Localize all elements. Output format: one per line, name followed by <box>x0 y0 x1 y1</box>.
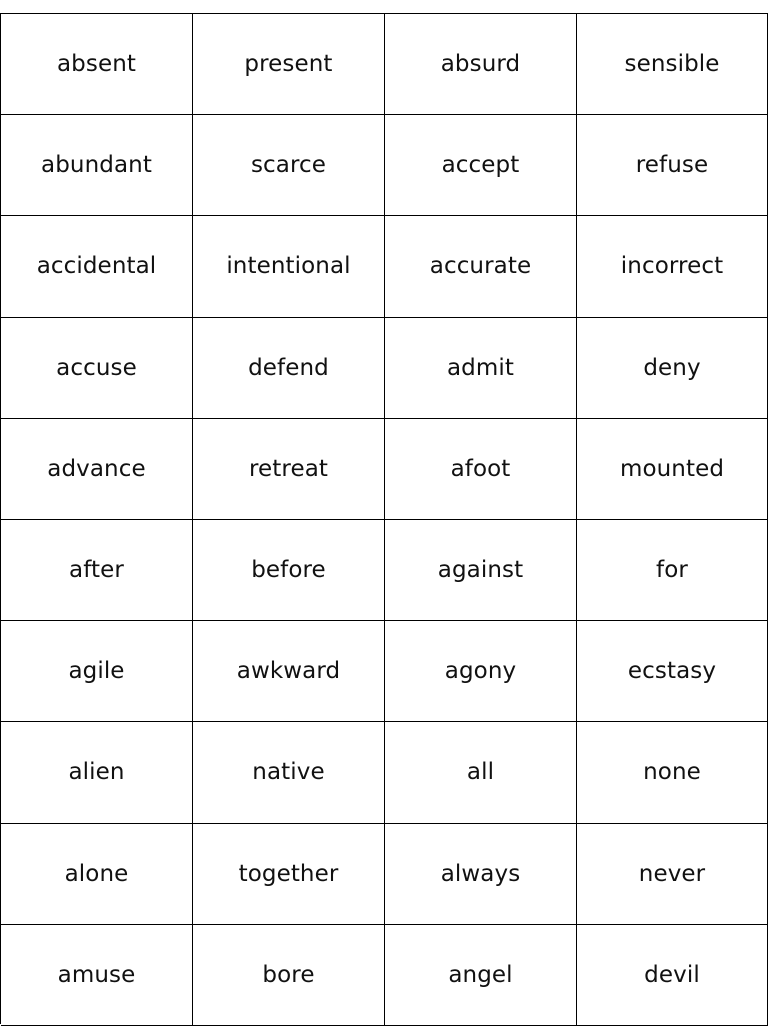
word-cell: accuse <box>1 318 193 419</box>
word-cell: accept <box>385 115 577 216</box>
word-cell: amuse <box>1 925 193 1026</box>
word-cell: native <box>193 722 385 823</box>
word-cell: always <box>385 824 577 925</box>
word-cell: bore <box>193 925 385 1026</box>
word-cell: for <box>577 520 768 621</box>
word-cell: mounted <box>577 419 768 520</box>
word-cell: alone <box>1 824 193 925</box>
word-cell: all <box>385 722 577 823</box>
word-cell: sensible <box>577 14 768 115</box>
word-cell: absurd <box>385 14 577 115</box>
word-cell: never <box>577 824 768 925</box>
word-cell: awkward <box>193 621 385 722</box>
word-cell: abundant <box>1 115 193 216</box>
word-cell: retreat <box>193 419 385 520</box>
word-cell: against <box>385 520 577 621</box>
word-cell: admit <box>385 318 577 419</box>
word-cell: accurate <box>385 216 577 317</box>
word-cell: afoot <box>385 419 577 520</box>
word-cell: alien <box>1 722 193 823</box>
word-cell: incorrect <box>577 216 768 317</box>
word-cell: absent <box>1 14 193 115</box>
word-cell: intentional <box>193 216 385 317</box>
word-cell: scarce <box>193 115 385 216</box>
word-cell: refuse <box>577 115 768 216</box>
word-cell: after <box>1 520 193 621</box>
word-cell: accidental <box>1 216 193 317</box>
word-cell: defend <box>193 318 385 419</box>
word-cell: angel <box>385 925 577 1026</box>
word-cell: deny <box>577 318 768 419</box>
word-cell: advance <box>1 419 193 520</box>
word-cell: none <box>577 722 768 823</box>
word-cell: ecstasy <box>577 621 768 722</box>
word-cell: devil <box>577 925 768 1026</box>
word-cell: before <box>193 520 385 621</box>
word-cell: present <box>193 14 385 115</box>
word-cell: agile <box>1 621 193 722</box>
word-cell: agony <box>385 621 577 722</box>
word-table <box>0 13 768 1024</box>
word-cell: together <box>193 824 385 925</box>
